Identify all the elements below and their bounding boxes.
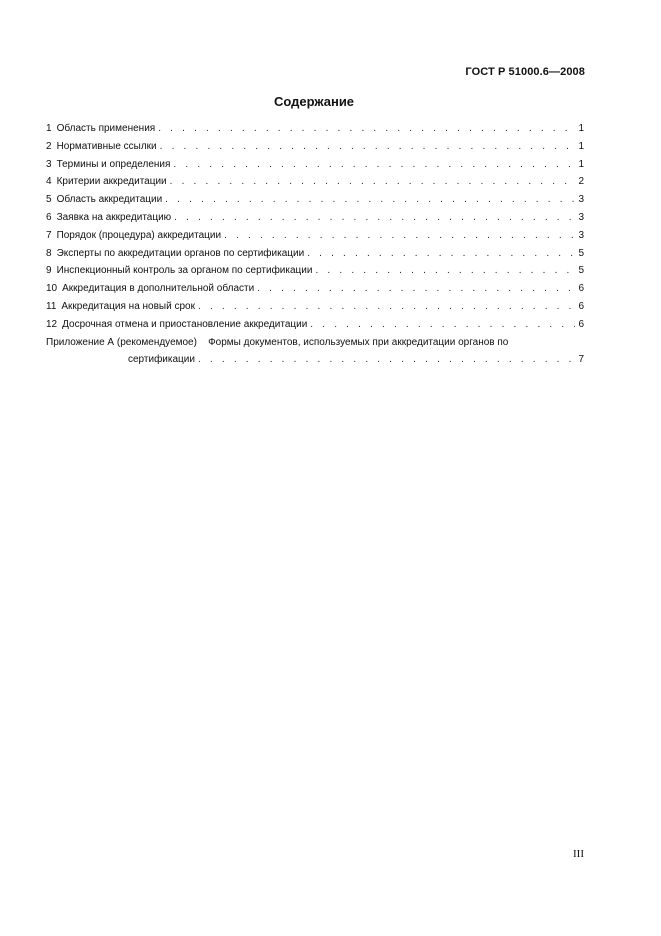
- appendix-title-line1: Формы документов, используемых при аккредитации органов по: [208, 336, 509, 348]
- toc-entry-page: 5: [578, 247, 584, 259]
- appendix-first-line: [46, 336, 584, 353]
- toc-leader-dots: [310, 318, 575, 332]
- toc-entry-page: 2: [578, 176, 584, 188]
- toc-entry-title: Термины и определения: [56, 158, 171, 170]
- toc-entry-title: Область аккредитации: [56, 194, 163, 206]
- toc-entry[interactable]: [46, 300, 584, 318]
- toc-leader-dots: [160, 140, 576, 154]
- toc-entry-number: 11: [46, 300, 57, 312]
- page-number: III: [573, 848, 584, 860]
- toc-leader-dots: [173, 158, 575, 172]
- toc-entry[interactable]: [46, 175, 584, 193]
- toc-leader-dots: [158, 122, 575, 136]
- toc-entry-title: Нормативные ссылки: [56, 140, 157, 152]
- toc-entry-number: 8: [46, 247, 52, 259]
- toc-entry-page: 3: [578, 211, 584, 223]
- toc-entry-page: 6: [578, 300, 584, 312]
- toc-entry-number: 4: [46, 176, 52, 188]
- toc-entry-page: 1: [578, 158, 584, 170]
- toc-entry-page: 6: [578, 318, 584, 330]
- toc-entry[interactable]: [46, 140, 584, 158]
- toc-appendix-entry[interactable]: [46, 336, 584, 370]
- toc-entry[interactable]: [46, 229, 584, 247]
- toc-entry[interactable]: [46, 158, 584, 176]
- toc-entry[interactable]: [46, 193, 584, 211]
- toc-entry-number: 1: [46, 123, 52, 134]
- toc-entry-number: 7: [46, 229, 52, 241]
- toc-entry-page: 1: [578, 123, 584, 134]
- toc-entry-title: Эксперты по аккредитации органов по сертификации: [56, 247, 305, 259]
- toc-leader-dots: [170, 175, 576, 189]
- toc-entry[interactable]: [46, 122, 584, 140]
- toc-entry-title: Аккредитация в дополнительной области: [62, 283, 255, 295]
- toc-leader-dots: [165, 193, 575, 207]
- toc-leader-dots: [315, 264, 575, 278]
- standard-code: ГОСТ Р 51000.6—2008: [465, 66, 585, 78]
- toc-leader-dots: [224, 229, 575, 243]
- appendix-title-line2: сертификации: [128, 353, 195, 365]
- toc-entry-title: Аккредитация на новый срок: [61, 300, 195, 312]
- toc-entry-title: Критерии аккредитации: [56, 176, 167, 188]
- toc-entry-number: 9: [46, 265, 52, 277]
- toc-entry-title: Инспекционный контроль за органом по сертификации: [56, 265, 313, 277]
- toc-entry-number: 12: [46, 318, 58, 330]
- toc-leader-dots: [198, 300, 575, 314]
- toc-entry-title: Заявка на аккредитацию: [56, 211, 172, 223]
- toc-entry-page: 5: [578, 265, 584, 277]
- toc-leader-dots: [174, 211, 575, 225]
- toc-leader-dots: [257, 282, 575, 296]
- toc-entry-number: 6: [46, 211, 52, 223]
- table-of-contents: [46, 122, 584, 370]
- toc-entry[interactable]: [46, 247, 584, 265]
- toc-entry-title: Досрочная отмена и приостановление аккредитации: [62, 318, 308, 330]
- toc-entry-number: 5: [46, 194, 52, 206]
- toc-leader-dots: [198, 353, 575, 367]
- toc-entry[interactable]: [46, 211, 584, 229]
- toc-entry-number: 3: [46, 158, 52, 170]
- toc-entry-title: Область применения: [56, 123, 156, 134]
- toc-entry-page: 6: [578, 283, 584, 295]
- toc-title: Содержание: [273, 94, 355, 109]
- toc-leader-dots: [307, 247, 575, 261]
- appendix-page: 7: [578, 353, 584, 365]
- toc-entry-page: 1: [578, 140, 584, 152]
- toc-entry-title: Порядок (процедура) аккредитации: [56, 229, 222, 241]
- toc-entry[interactable]: [46, 282, 584, 300]
- toc-entry[interactable]: [46, 318, 584, 336]
- appendix-second-line: [46, 353, 584, 370]
- toc-entry-page: 3: [578, 229, 584, 241]
- toc-entry-number: 10: [46, 283, 58, 295]
- appendix-label: Приложение А (рекомендуемое): [46, 336, 197, 348]
- toc-entry-page: 3: [578, 194, 584, 206]
- toc-entry[interactable]: [46, 264, 584, 282]
- toc-entry-number: 2: [46, 140, 52, 152]
